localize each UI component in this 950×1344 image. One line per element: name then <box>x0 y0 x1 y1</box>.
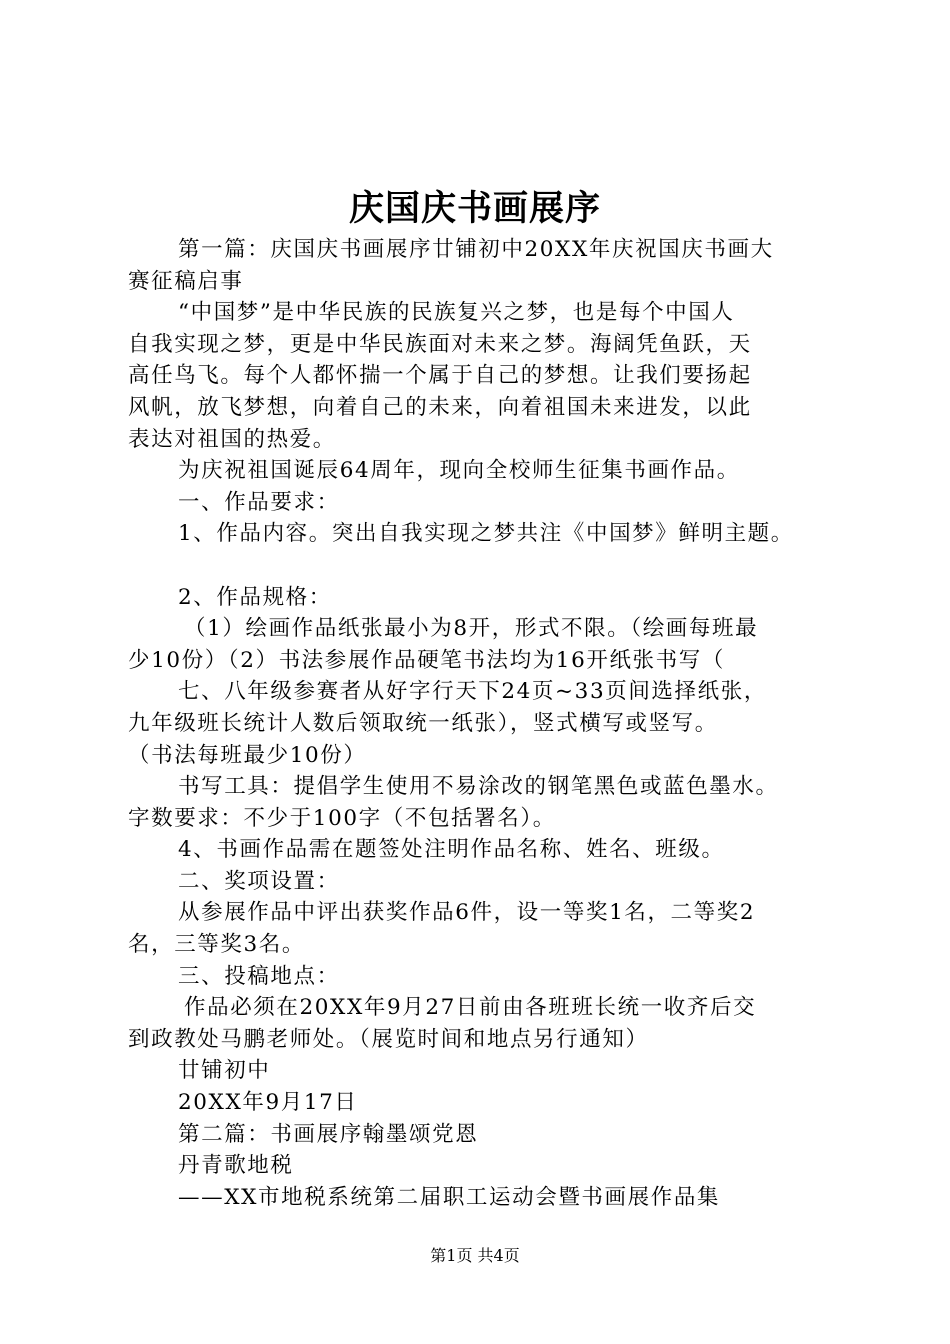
paragraph-line: 第一篇：庆国庆书画展序廿铺初中20XX年庆祝国庆书画大 <box>178 237 774 262</box>
paragraph-line: 从参展作品中评出获奖作品6件，设一等奖1名，二等奖2 <box>178 900 756 926</box>
paragraph-line: 丹青歌地税 <box>178 1153 294 1179</box>
paragraph-line: 九年级班长统计人数后领取统一纸张），竖式横写或竖写。 <box>128 710 718 736</box>
paragraph-line: 名，三等奖3名。 <box>128 932 305 958</box>
signature-date: 20XX年9月17日 <box>178 1090 358 1116</box>
paragraph-line: （1）绘画作品纸张最小为8开，形式不限。（绘画每班最 <box>184 616 759 642</box>
paragraph-line: 为庆祝祖国诞辰64周年，现向全校师生征集书画作品。 <box>178 458 740 484</box>
paragraph-line: （书法每班最少10份） <box>128 742 367 768</box>
paragraph-line: 4、书画作品需在题签处注明作品名称、姓名、班级。 <box>178 837 725 863</box>
paragraph-line: 风帆，放飞梦想，向着自己的未来，向着祖国未来进发，以此 <box>128 394 752 420</box>
section-heading: 第二篇：书画展序翰墨颂党恩 <box>178 1121 479 1147</box>
paragraph-line: 一、作品要求： <box>178 489 340 515</box>
paragraph-line: 表达对祖国的热爱。 <box>128 426 336 452</box>
paragraph-line: “中国梦”是中华民族的民族复兴之梦，也是每个中国人 <box>178 300 735 326</box>
paragraph-line: 1、作品内容。突出自我实现之梦共注《中国梦》鲜明主题。 <box>178 521 794 547</box>
paragraph-line: 到政教处马鹏老师处。（展览时间和地点另行通知） <box>128 1026 649 1052</box>
paragraph-line: 自我实现之梦，更是中华民族面对未来之梦。海阔凭鱼跃，天 <box>128 331 752 357</box>
paragraph-line: 书写工具：提倡学生使用不易涂改的钢笔黑色或蓝色墨水。 <box>178 774 779 800</box>
paragraph-line: 赛征稿启事 <box>128 268 244 294</box>
document-body <box>128 234 848 1213</box>
page-number: 第1页 共4页 <box>430 1246 520 1265</box>
document-title: 庆国庆书画展序 <box>348 188 601 229</box>
paragraph-line: 三、投稿地点： <box>178 963 340 989</box>
signature-school: 廿铺初中 <box>178 1058 271 1084</box>
paragraph-line: 字数要求：不少于100字（不包括署名）。 <box>128 805 556 831</box>
paragraph-line: 二、奖项设置： <box>178 868 340 894</box>
paragraph-line: ——XX市地税系统第二届职工运动会暨书画展作品集 <box>178 1184 721 1210</box>
paragraph-line: 2、作品规格： <box>178 584 332 610</box>
paragraph-line: 少10份）（2）书法参展作品硬笔书法均为16开纸张书写（ <box>128 647 725 673</box>
paragraph-line: 作品必须在20XX年9月27日前由各班班长统一收齐后交 <box>184 995 757 1021</box>
paragraph-line: 高任鸟飞。每个人都怀揣一个属于自己的梦想。让我们要扬起 <box>128 363 752 389</box>
paragraph-line: 七、八年级参赛者从好字行天下24页~33页间选择纸张， <box>178 679 767 705</box>
blank-line <box>128 550 848 582</box>
